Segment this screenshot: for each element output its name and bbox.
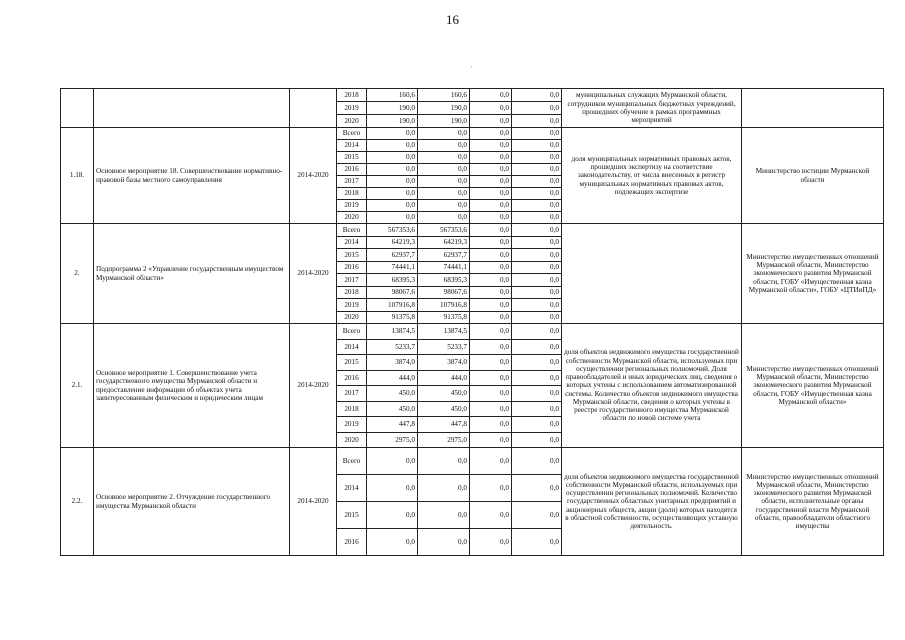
federal-budget-cell: 0,0 xyxy=(470,448,512,475)
year-cell: 2014 xyxy=(337,339,367,355)
other-sources-cell: 0,0 xyxy=(512,128,562,140)
other-sources-cell: 0,0 xyxy=(512,401,562,417)
other-sources-cell: 0,0 xyxy=(512,529,562,556)
regional-budget-cell: 74441,1 xyxy=(418,261,470,274)
indicator-cell: доля муниципальных нормативных правовых актов, прошедших экспертизу на соответствие законодательству, от числа внесенных в регистр муниципальных нормативных правовых актов, подлежащих экспертизе xyxy=(562,128,742,224)
year-cell: 2016 xyxy=(337,261,367,274)
total-cell: 2975,0 xyxy=(367,432,418,448)
total-cell: 74441,1 xyxy=(367,261,418,274)
year-cell: 2018 xyxy=(337,188,367,200)
other-sources-cell: 0,0 xyxy=(512,140,562,152)
total-cell: 0,0 xyxy=(367,502,418,529)
federal-budget-cell: 0,0 xyxy=(470,432,512,448)
year-cell: Всего xyxy=(337,324,367,340)
year-cell: Всего xyxy=(337,224,367,237)
federal-budget-cell: 0,0 xyxy=(470,417,512,433)
federal-budget-cell: 0,0 xyxy=(470,355,512,371)
other-sources-cell: 0,0 xyxy=(512,417,562,433)
federal-budget-cell: 0,0 xyxy=(470,286,512,299)
row-number: 2. xyxy=(61,224,94,324)
federal-budget-cell: 0,0 xyxy=(470,401,512,417)
total-cell: 0,0 xyxy=(367,128,418,140)
federal-budget-cell: 0,0 xyxy=(470,212,512,224)
federal-budget-cell: 0,0 xyxy=(470,299,512,312)
other-sources-cell: 0,0 xyxy=(512,249,562,262)
regional-budget-cell: 450,0 xyxy=(418,401,470,417)
year-cell: 2020 xyxy=(337,212,367,224)
table-row xyxy=(61,224,884,237)
total-cell: 0,0 xyxy=(367,176,418,188)
other-sources-cell: 0,0 xyxy=(512,89,562,102)
total-cell: 0,0 xyxy=(367,140,418,152)
implementation-period: 2014-2020 xyxy=(290,324,337,448)
year-cell: 2020 xyxy=(337,115,367,128)
regional-budget-cell: 0,0 xyxy=(418,176,470,188)
federal-budget-cell: 0,0 xyxy=(470,200,512,212)
other-sources-cell: 0,0 xyxy=(512,286,562,299)
year-cell: 2019 xyxy=(337,417,367,433)
federal-budget-cell: 0,0 xyxy=(470,529,512,556)
total-cell: 450,0 xyxy=(367,401,418,417)
federal-budget-cell: 0,0 xyxy=(470,339,512,355)
total-cell: 160,6 xyxy=(367,89,418,102)
federal-budget-cell: 0,0 xyxy=(470,236,512,249)
federal-budget-cell: 0,0 xyxy=(470,152,512,164)
executor-cell xyxy=(742,89,884,128)
program-table xyxy=(60,88,884,556)
year-cell: 2020 xyxy=(337,432,367,448)
federal-budget-cell: 0,0 xyxy=(470,89,512,102)
federal-budget-cell: 0,0 xyxy=(470,261,512,274)
federal-budget-cell: 0,0 xyxy=(470,311,512,324)
year-cell: Всего xyxy=(337,448,367,475)
regional-budget-cell: 5233,7 xyxy=(418,339,470,355)
other-sources-cell: 0,0 xyxy=(512,212,562,224)
implementation-period: 2014-2020 xyxy=(290,224,337,324)
page-number: 16 xyxy=(446,12,459,27)
regional-budget-cell: 567353,6 xyxy=(418,224,470,237)
total-cell: 0,0 xyxy=(367,200,418,212)
indicator-cell: муниципальных служащих Мурманской области, сотрудников муниципальных бюджетных учреждений, прошедших обучение в рамках программных мероприятий xyxy=(562,89,742,128)
table-row xyxy=(61,324,884,340)
scan-speck: · xyxy=(470,62,473,72)
other-sources-cell: 0,0 xyxy=(512,102,562,115)
year-cell: 2017 xyxy=(337,386,367,402)
federal-budget-cell: 0,0 xyxy=(470,140,512,152)
year-cell: 2018 xyxy=(337,401,367,417)
other-sources-cell: 0,0 xyxy=(512,355,562,371)
other-sources-cell: 0,0 xyxy=(512,176,562,188)
other-sources-cell: 0,0 xyxy=(512,224,562,237)
total-cell: 98067,6 xyxy=(367,286,418,299)
regional-budget-cell: 3874,0 xyxy=(418,355,470,371)
year-cell: 2014 xyxy=(337,140,367,152)
row-number: 2.2. xyxy=(61,448,94,556)
year-cell: 2016 xyxy=(337,370,367,386)
year-cell: 2015 xyxy=(337,502,367,529)
year-cell: 2020 xyxy=(337,311,367,324)
total-cell: 450,0 xyxy=(367,386,418,402)
indicator-cell xyxy=(562,224,742,324)
total-cell: 68395,3 xyxy=(367,274,418,287)
regional-budget-cell: 0,0 xyxy=(418,164,470,176)
implementation-period: 2014-2020 xyxy=(290,128,337,224)
other-sources-cell: 0,0 xyxy=(512,200,562,212)
year-cell: 2014 xyxy=(337,236,367,249)
row-number: 2.1. xyxy=(61,324,94,448)
total-cell: 5233,7 xyxy=(367,339,418,355)
federal-budget-cell: 0,0 xyxy=(470,475,512,502)
year-cell: 2015 xyxy=(337,152,367,164)
total-cell: 0,0 xyxy=(367,164,418,176)
year-cell: 2015 xyxy=(337,249,367,262)
activity-title xyxy=(94,89,290,128)
other-sources-cell: 0,0 xyxy=(512,274,562,287)
year-cell: 2018 xyxy=(337,286,367,299)
table-body xyxy=(61,89,884,556)
implementation-period: 2014-2020 xyxy=(290,448,337,556)
other-sources-cell: 0,0 xyxy=(512,339,562,355)
regional-budget-cell: 0,0 xyxy=(418,448,470,475)
executor-cell: Министерство юстиции Мурманской области xyxy=(742,128,884,224)
federal-budget-cell: 0,0 xyxy=(470,324,512,340)
other-sources-cell: 0,0 xyxy=(512,299,562,312)
total-cell: 91375,8 xyxy=(367,311,418,324)
implementation-period xyxy=(290,89,337,128)
regional-budget-cell: 0,0 xyxy=(418,475,470,502)
regional-budget-cell: 0,0 xyxy=(418,529,470,556)
regional-budget-cell: 0,0 xyxy=(418,502,470,529)
executor-cell: Министерство имущественных отношений Мурманской области, Министерство экономического развития Мурманской области, исполнительные органы государственной власти Мурманской области, правообладатели областного имущества xyxy=(742,448,884,556)
regional-budget-cell: 0,0 xyxy=(418,152,470,164)
total-cell: 0,0 xyxy=(367,529,418,556)
year-cell: 2017 xyxy=(337,176,367,188)
regional-budget-cell: 0,0 xyxy=(418,140,470,152)
regional-budget-cell: 13874,5 xyxy=(418,324,470,340)
regional-budget-cell: 98067,6 xyxy=(418,286,470,299)
total-cell: 13874,5 xyxy=(367,324,418,340)
other-sources-cell: 0,0 xyxy=(512,448,562,475)
regional-budget-cell: 444,0 xyxy=(418,370,470,386)
indicator-cell: доля объектов недвижимого имущества государственной собственности Мурманской области, используемых при осуществлении региональных полномочий. Количество государственных областных унитарных предприятий и акционерных обществ, акции (доли) которых находятся в областной собственности, осуществляющих уставную деятельность. xyxy=(562,448,742,556)
other-sources-cell: 0,0 xyxy=(512,261,562,274)
indicator-cell: доля объектов недвижимого имущества государственной собственности Мурманской области, используемых при осуществлении региональных полномочий. Доля правообладателей и иных юридических лиц, сведения о которых учтены с использованием автоматизированной системы. Количество объектов недвижимого имущества Мурманской области, сведения о которых учтены в реестре государственного имущества Мурманской области по новой системе учета xyxy=(562,324,742,448)
total-cell: 0,0 xyxy=(367,475,418,502)
other-sources-cell: 0,0 xyxy=(512,386,562,402)
federal-budget-cell: 0,0 xyxy=(470,176,512,188)
regional-budget-cell: 91375,8 xyxy=(418,311,470,324)
regional-budget-cell: 160,6 xyxy=(418,89,470,102)
total-cell: 3874,0 xyxy=(367,355,418,371)
regional-budget-cell: 0,0 xyxy=(418,188,470,200)
federal-budget-cell: 0,0 xyxy=(470,102,512,115)
regional-budget-cell: 2975,0 xyxy=(418,432,470,448)
regional-budget-cell: 107916,8 xyxy=(418,299,470,312)
federal-budget-cell: 0,0 xyxy=(470,164,512,176)
table-row xyxy=(61,448,884,475)
year-cell: 2014 xyxy=(337,475,367,502)
year-cell: 2019 xyxy=(337,299,367,312)
year-cell: 2018 xyxy=(337,89,367,102)
regional-budget-cell: 62937,7 xyxy=(418,249,470,262)
other-sources-cell: 0,0 xyxy=(512,311,562,324)
other-sources-cell: 0,0 xyxy=(512,502,562,529)
other-sources-cell: 0,0 xyxy=(512,370,562,386)
federal-budget-cell: 0,0 xyxy=(470,274,512,287)
year-cell: 2017 xyxy=(337,274,367,287)
regional-budget-cell: 450,0 xyxy=(418,386,470,402)
other-sources-cell: 0,0 xyxy=(512,164,562,176)
activity-title: Основное мероприятие 2. Отчуждение государственного имущества Мурманской области xyxy=(94,448,290,556)
regional-budget-cell: 447,8 xyxy=(418,417,470,433)
total-cell: 107916,8 xyxy=(367,299,418,312)
year-cell: 2019 xyxy=(337,200,367,212)
year-cell: 2016 xyxy=(337,529,367,556)
executor-cell: Министерство имущественных отношений Мурманской области, Министерство экономического развития Мурманской области, ГОБУ «Имущественная казна Мурманской области» xyxy=(742,324,884,448)
total-cell: 0,0 xyxy=(367,448,418,475)
total-cell: 190,0 xyxy=(367,102,418,115)
federal-budget-cell: 0,0 xyxy=(470,370,512,386)
total-cell: 444,0 xyxy=(367,370,418,386)
regional-budget-cell: 0,0 xyxy=(418,200,470,212)
regional-budget-cell: 0,0 xyxy=(418,128,470,140)
year-cell: 2019 xyxy=(337,102,367,115)
federal-budget-cell: 0,0 xyxy=(470,128,512,140)
row-number: 1.18. xyxy=(61,128,94,224)
federal-budget-cell: 0,0 xyxy=(470,386,512,402)
federal-budget-cell: 0,0 xyxy=(470,249,512,262)
regional-budget-cell: 190,0 xyxy=(418,115,470,128)
total-cell: 0,0 xyxy=(367,188,418,200)
regional-budget-cell: 68395,3 xyxy=(418,274,470,287)
other-sources-cell: 0,0 xyxy=(512,152,562,164)
other-sources-cell: 0,0 xyxy=(512,475,562,502)
activity-title: Основное мероприятие 18. Совершенствование нормативно-правовой базы местного самоуправления xyxy=(94,128,290,224)
federal-budget-cell: 0,0 xyxy=(470,188,512,200)
activity-title: Основное мероприятие 1. Совершенствование учета государственного имущества Мурманской области и предоставление информации об объектах учета заинтересованным физическим и юридическим лицам xyxy=(94,324,290,448)
activity-title: Подпрограмма 2 «Управление государственным имуществом Мурманской области» xyxy=(94,224,290,324)
table-row xyxy=(61,128,884,140)
year-cell: Всего xyxy=(337,128,367,140)
total-cell: 447,8 xyxy=(367,417,418,433)
row-number xyxy=(61,89,94,128)
federal-budget-cell: 0,0 xyxy=(470,115,512,128)
total-cell: 190,0 xyxy=(367,115,418,128)
regional-budget-cell: 64219,3 xyxy=(418,236,470,249)
other-sources-cell: 0,0 xyxy=(512,188,562,200)
year-cell: 2016 xyxy=(337,164,367,176)
other-sources-cell: 0,0 xyxy=(512,236,562,249)
regional-budget-cell: 190,0 xyxy=(418,102,470,115)
other-sources-cell: 0,0 xyxy=(512,115,562,128)
federal-budget-cell: 0,0 xyxy=(470,502,512,529)
table-row xyxy=(61,89,884,102)
total-cell: 0,0 xyxy=(367,152,418,164)
total-cell: 64219,3 xyxy=(367,236,418,249)
regional-budget-cell: 0,0 xyxy=(418,212,470,224)
other-sources-cell: 0,0 xyxy=(512,432,562,448)
total-cell: 0,0 xyxy=(367,212,418,224)
other-sources-cell: 0,0 xyxy=(512,324,562,340)
total-cell: 567353,6 xyxy=(367,224,418,237)
executor-cell: Министерство имущественных отношений Мурманской области, Министерство экономического развития Мурманской области, ГОБУ «Имущественная казна Мурманской области», ГОБУ «ЦТИиПД» xyxy=(742,224,884,324)
total-cell: 62937,7 xyxy=(367,249,418,262)
federal-budget-cell: 0,0 xyxy=(470,224,512,237)
year-cell: 2015 xyxy=(337,355,367,371)
